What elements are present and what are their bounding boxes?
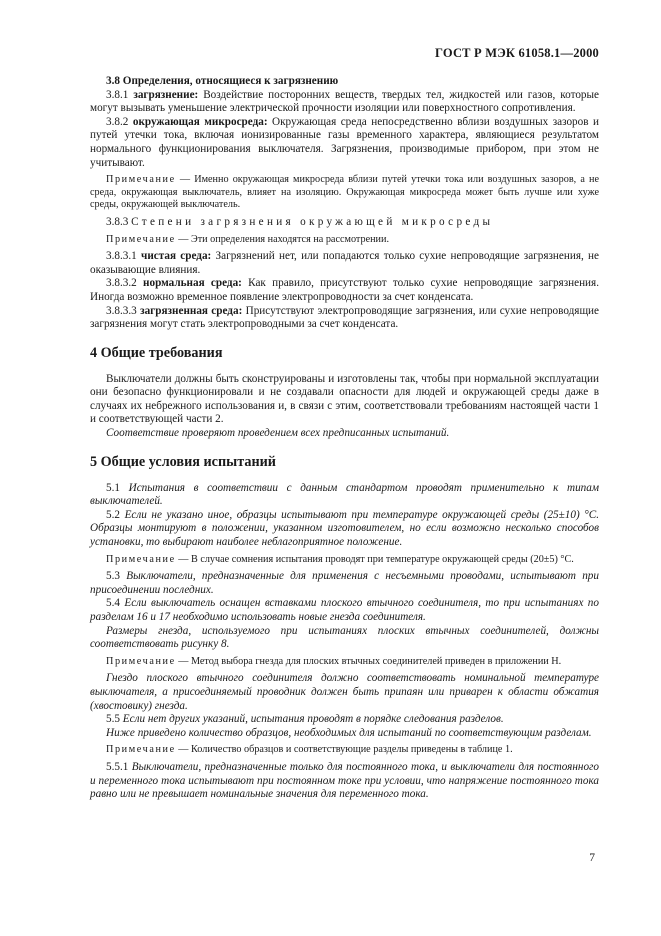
clause-number: 3.8.3.3: [106, 304, 137, 317]
paragraph-3-8-2: [90, 116, 599, 170]
clause-text: Если выключатель оснащен вставками плоского втычного соединителя, то при испытаниях по разделам 16 и 17 необходимо использовать новые гнезда соединителя.: [90, 597, 599, 623]
clause-number: 3.8.2: [106, 115, 129, 128]
document-header: ГОСТ Р МЭК 61058.1—2000: [435, 46, 599, 60]
paragraph-3-8-3-2: [90, 277, 599, 304]
definition-text: Как правило, присутствуют только сухие непроводящие загрязнения. Иногда возможно временное появление электропроводности за счет конденсата.: [90, 277, 599, 303]
paragraph-5-1: [90, 482, 599, 509]
note-3: [90, 554, 599, 567]
clause-number: 5.2: [106, 508, 120, 521]
term: окружающая микросреда:: [132, 115, 268, 128]
note-4: [90, 656, 599, 669]
clause-title: Степени загрязнения окружающей микросреды: [131, 215, 494, 228]
paragraph-3-8-1: [90, 89, 599, 116]
paragraph-5-5-1: [90, 761, 599, 802]
note-text: — Эти определения находятся на рассмотрении.: [178, 233, 389, 245]
paragraph-3-8-3-1: [90, 250, 599, 277]
clause-number: 3.8.3.2: [106, 277, 137, 290]
term: загрязненная среда:: [140, 304, 243, 317]
clause-text: Если нет других указаний, испытания проводят в порядке следования разделов.: [122, 713, 504, 726]
page-number: 7: [589, 852, 595, 864]
clause-text: Выключатели, предназначенные только для постоянного тока, и выключатели для постоянного и переменного тока испытывают при постоянном токе при условии, что напряжение постоянного тока равно или не превышает номинальные значения для переменного тока.: [90, 760, 599, 801]
note-label: Примечание: [106, 553, 176, 565]
clause-number: 5.4: [106, 597, 120, 610]
paragraph-5-2: [90, 509, 599, 550]
section-5-heading: 5 Общие условия испытаний: [90, 453, 276, 470]
clause-text: Испытания в соответствии с данным стандартом проводят применительно к типам выключателей.: [90, 481, 600, 508]
note-label: Примечание: [106, 233, 176, 245]
note-label: Примечание: [106, 744, 176, 756]
term: нормальная среда:: [143, 277, 242, 290]
section-4-heading: 4 Общие требования: [90, 344, 223, 361]
note-text: — В случае сомнения испытания проводят при температуре окружающей среды (20±5) °С.: [178, 553, 574, 565]
definition-text: Воздействие посторонних веществ, твердых тел, жидкостей или газов, которые могут вызывать уменьшение электрической прочности изоляции или поверхностного сопротивления.: [90, 88, 600, 115]
definition-text: Загрязнений нет, или попадаются только сухие непроводящие загрязнения, не оказывающие влияния.: [90, 250, 600, 276]
clause-text: Если не указано иное, образцы испытывают при температуре окружающей среды (25±10) °С. Образцы монтируют в положении, указанном изготовителем, но если возможно несколько способов установки, то выбирают наиболее неблагоприятное положение.: [90, 508, 600, 549]
definition-text: Присутствуют электропроводящие загрязнения, или сухие непроводящие загрязнения могут стать электропроводными за счет конденсата.: [90, 304, 600, 331]
term: чистая среда:: [141, 250, 212, 263]
paragraph-5-4-socket: Гнездо плоского втычного соединителя должно соответствовать номинальной температуре выключателя, а присоединяемый проводник должен быть припаян или приварен к области обжатия (хвостовику) гнезда.: [90, 672, 599, 712]
clause-number: 5.5: [106, 713, 120, 726]
term: загрязнение:: [133, 88, 199, 101]
clause-number: 3.8.3.1: [106, 250, 137, 263]
clause-number: 5.1: [106, 481, 120, 494]
note-text: — Именно окружающая микросреда вблизи путей утечки тока или воздушных зазоров, а не среда, окружающая выключатель, влияет на изоляцию. Окружающая микросреда может быть лучше или хуже среды, окружающей выключатель.: [90, 174, 600, 211]
note-text: — Метод выбора гнезда для плоских втычных соединителей приведен в приложении Н.: [178, 655, 562, 667]
section-4-compliance: Соответствие проверяют проведением всех предписанных испытаний.: [106, 427, 450, 440]
paragraph-5-4-dimensions: Размеры гнезда, используемого при испытаниях плоских втычных соединителей, должны соответствовать рисунку 8.: [90, 624, 599, 651]
clause-text: Выключатели, предназначенные для применения с несъемными проводами, испытывают при присоединении последних.: [90, 570, 599, 596]
paragraph-5-5-samples: Ниже приведено количество образцов, необходимых для испытаний по соответствующим разделам.: [106, 726, 592, 739]
note-label: Примечание: [106, 174, 176, 186]
paragraph-5-3: [90, 570, 599, 597]
note-label: Примечание: [106, 655, 176, 667]
clause-number: 3.8.1: [106, 88, 129, 101]
note-2: [90, 234, 599, 247]
clause-number: 5.5.1: [106, 760, 129, 773]
section-3-8-heading: 3.8 Определения, относящиеся к загрязнению: [106, 75, 339, 87]
paragraph-3-8-3: [90, 216, 599, 230]
clause-number: 3.8.3: [106, 215, 129, 228]
page-content: [90, 75, 599, 802]
paragraph-5-5: [90, 713, 599, 727]
note-1: [90, 174, 599, 212]
note-text: — Количество образцов и соответствующие разделы приведены в таблице 1.: [178, 744, 513, 756]
paragraph-3-8-3-3: [90, 305, 599, 332]
paragraph-5-4: [90, 597, 599, 624]
section-4-paragraph: Выключатели должны быть сконструированы и изготовлены так, чтобы при нормальной эксплуатации они безопасно функционировали и не создавали опасности для людей и окружающей среды даже в случаях их небрежного использования и, в связи с этим, соответствовали требованиям настоящей части 1 и соответствующей части 2.: [90, 372, 599, 426]
note-5: [90, 744, 599, 757]
clause-number: 5.3: [106, 570, 120, 583]
definition-text: Окружающая среда непосредственно вблизи воздушных зазоров и путей утечки тока, включая ионизированные газы временного характера, являющиеся результатом нормального функционирования выключателя. Загрязнения, производимые прибором, при этом не учитывают.: [90, 115, 599, 169]
